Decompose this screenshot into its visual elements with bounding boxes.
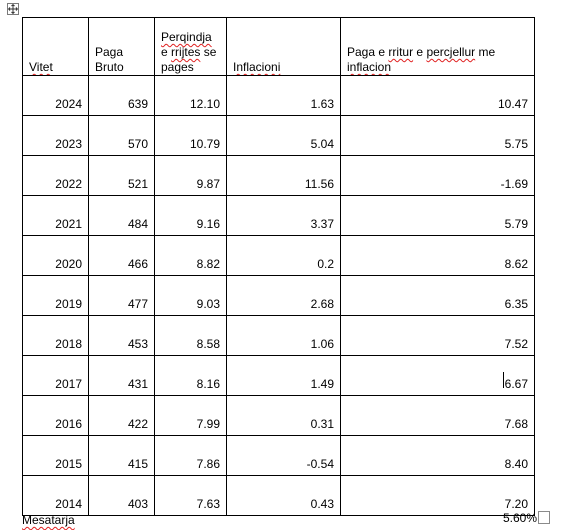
cell-inflation[interactable]: 1.49 bbox=[227, 356, 341, 396]
cell-year[interactable]: 2017 bbox=[23, 356, 89, 396]
cell-year[interactable]: 2023 bbox=[23, 116, 89, 156]
cell-inflation[interactable]: 3.37 bbox=[227, 196, 341, 236]
cell-year[interactable]: 2022 bbox=[23, 156, 89, 196]
cell-real-wage-growth[interactable]: 7.20 bbox=[341, 476, 535, 516]
cell-year[interactable]: 2024 bbox=[23, 76, 89, 116]
table-row bbox=[23, 356, 535, 396]
table-row bbox=[23, 196, 535, 236]
table-row bbox=[23, 436, 535, 476]
table-row bbox=[23, 76, 535, 116]
cell-wage-growth[interactable]: 8.82 bbox=[155, 236, 227, 276]
header-cell-gross-wage[interactable]: Paga Bruto bbox=[89, 18, 155, 76]
table-move-handle-icon[interactable] bbox=[7, 3, 19, 15]
cell-real-wage-growth[interactable]: -1.69 bbox=[341, 156, 535, 196]
cell-inflation[interactable]: 2.68 bbox=[227, 276, 341, 316]
cell-wage-growth[interactable]: 7.63 bbox=[155, 476, 227, 516]
cell-wage-growth[interactable]: 9.87 bbox=[155, 156, 227, 196]
cell-wage-growth[interactable]: 8.58 bbox=[155, 316, 227, 356]
cell-inflation[interactable]: 1.63 bbox=[227, 76, 341, 116]
cell-real-wage-growth[interactable]: 8.62 bbox=[341, 236, 535, 276]
cell-gross-wage[interactable]: 639 bbox=[89, 76, 155, 116]
table-row bbox=[23, 156, 535, 196]
table-row bbox=[23, 276, 535, 316]
cell-gross-wage[interactable]: 466 bbox=[89, 236, 155, 276]
text-cursor bbox=[503, 372, 504, 388]
cell-real-wage-growth[interactable]: 7.68 bbox=[341, 396, 535, 436]
cell-real-wage-growth[interactable]: 10.47 bbox=[341, 76, 535, 116]
cell-inflation[interactable]: -0.54 bbox=[227, 436, 341, 476]
cell-gross-wage[interactable]: 403 bbox=[89, 476, 155, 516]
cell-inflation[interactable]: 1.06 bbox=[227, 316, 341, 356]
table-row bbox=[23, 236, 535, 276]
cell-gross-wage[interactable]: 570 bbox=[89, 116, 155, 156]
cell-gross-wage[interactable]: 521 bbox=[89, 156, 155, 196]
cell-gross-wage[interactable]: 453 bbox=[89, 316, 155, 356]
cell-inflation[interactable]: 11.56 bbox=[227, 156, 341, 196]
header-cell-inflation[interactable]: Inflacioni bbox=[227, 18, 341, 76]
cell-gross-wage[interactable]: 415 bbox=[89, 436, 155, 476]
header-wage-growth-text: Perqindja e rrijtes se pages bbox=[161, 30, 217, 74]
average-value: 5.60% bbox=[502, 511, 537, 525]
table-row bbox=[23, 476, 535, 516]
cell-gross-wage[interactable]: 431 bbox=[89, 356, 155, 396]
table-row bbox=[23, 396, 535, 436]
header-real-wage-growth-text: Paga e rritur e percjellur me inflacion bbox=[347, 45, 496, 74]
cell-wage-growth[interactable]: 10.79 bbox=[155, 116, 227, 156]
cell-year[interactable]: 2015 bbox=[23, 436, 89, 476]
cell-year[interactable]: 2014 bbox=[23, 476, 89, 516]
cell-gross-wage[interactable]: 422 bbox=[89, 396, 155, 436]
cell-inflation[interactable]: 0.43 bbox=[227, 476, 341, 516]
cell-inflation[interactable]: 5.04 bbox=[227, 116, 341, 156]
cell-real-wage-growth[interactable]: 8.40 bbox=[341, 436, 535, 476]
cell-gross-wage[interactable]: 484 bbox=[89, 196, 155, 236]
header-cell-wage-growth[interactable] bbox=[155, 18, 227, 76]
cell-real-wage-growth[interactable]: 6.35 bbox=[341, 276, 535, 316]
cell-year[interactable]: 2016 bbox=[23, 396, 89, 436]
cell-real-wage-growth[interactable]: 5.75 bbox=[341, 116, 535, 156]
end-of-cell-marker-icon bbox=[538, 511, 550, 524]
cell-inflation[interactable]: 0.31 bbox=[227, 396, 341, 436]
cell-year[interactable]: 2020 bbox=[23, 236, 89, 276]
cell-wage-growth[interactable]: 8.16 bbox=[155, 356, 227, 396]
table-header-row bbox=[23, 18, 535, 76]
cell-inflation[interactable]: 0.2 bbox=[227, 236, 341, 276]
average-label: Mesatarja bbox=[22, 513, 75, 527]
cell-real-wage-growth[interactable]: 6.67 bbox=[341, 356, 535, 396]
header-cell-years[interactable]: Vitet bbox=[23, 18, 89, 76]
table-row bbox=[23, 116, 535, 156]
cell-gross-wage[interactable]: 477 bbox=[89, 276, 155, 316]
wage-inflation-table bbox=[22, 17, 535, 516]
cell-wage-growth[interactable]: 9.16 bbox=[155, 196, 227, 236]
cell-year[interactable]: 2018 bbox=[23, 316, 89, 356]
cell-year[interactable]: 2019 bbox=[23, 276, 89, 316]
header-cell-real-wage-growth[interactable] bbox=[341, 18, 535, 76]
cell-real-wage-growth[interactable]: 5.79 bbox=[341, 196, 535, 236]
table-row bbox=[23, 316, 535, 356]
cell-wage-growth[interactable]: 12.10 bbox=[155, 76, 227, 116]
cell-real-wage-growth[interactable]: 7.52 bbox=[341, 316, 535, 356]
cell-wage-growth[interactable]: 7.99 bbox=[155, 396, 227, 436]
cell-year[interactable]: 2021 bbox=[23, 196, 89, 236]
cell-wage-growth[interactable]: 9.03 bbox=[155, 276, 227, 316]
cell-wage-growth[interactable]: 7.86 bbox=[155, 436, 227, 476]
